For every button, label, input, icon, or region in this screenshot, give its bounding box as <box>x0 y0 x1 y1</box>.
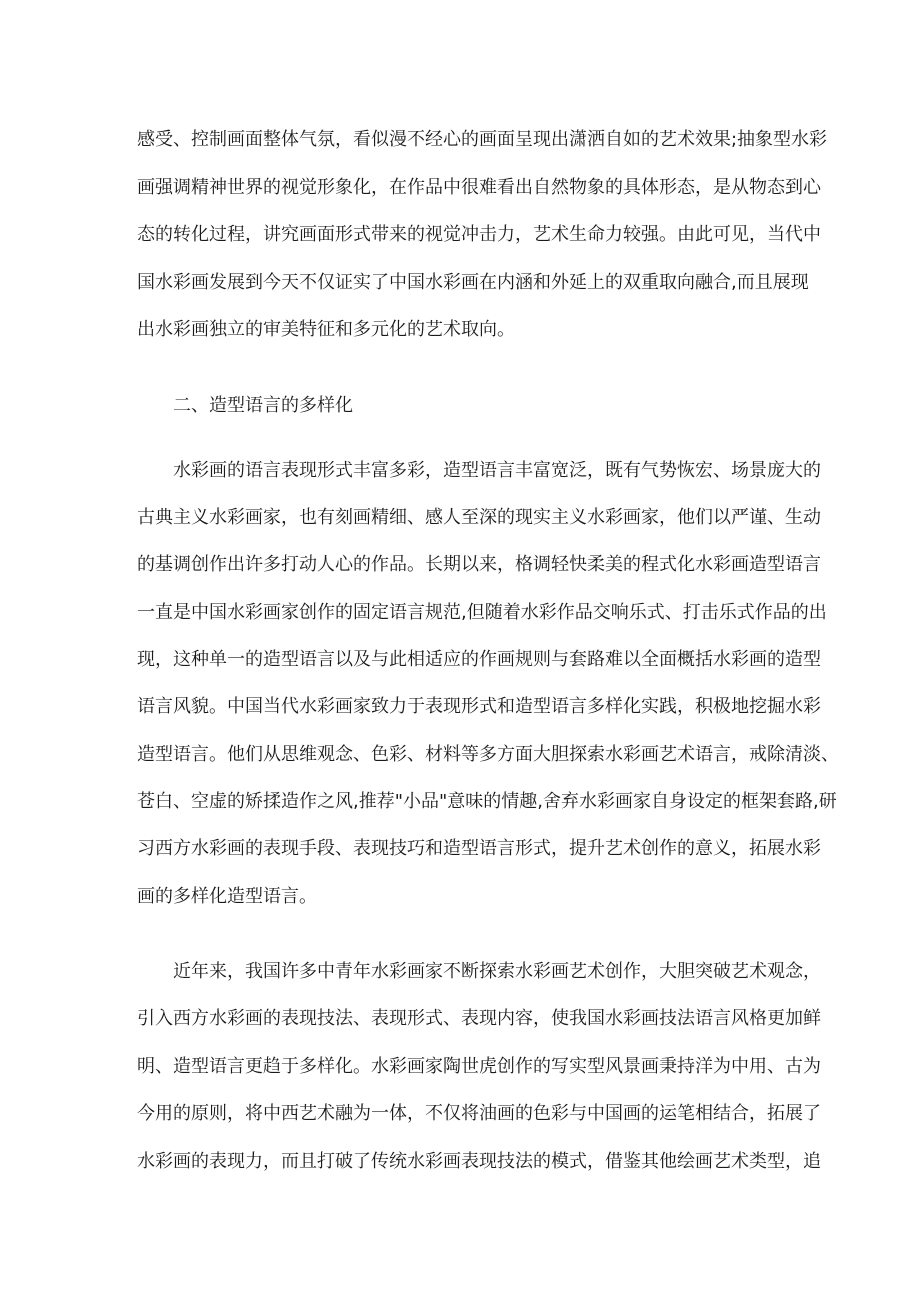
section-heading: 二、造型语言的多样化 <box>173 395 353 416</box>
paragraph-line: 语言风貌。中国当代水彩画家致力于表现形式和造型语言多样化实践，积极地挖掘水彩 <box>137 696 821 717</box>
paragraph-line: 水彩画的语言表现形式丰富多彩，造型语言丰富宽泛，既有气势恢宏、场景庞大的 <box>173 460 821 481</box>
paragraph-line: 一直是中国水彩画家创作的固定语言规范,但随着水彩作品交响乐式、打击乐式作品的出 <box>137 602 827 623</box>
paragraph-line: 水彩画的表现力，而且打破了传统水彩画表现技法的模式，借鉴其他绘画艺术类型，追 <box>137 1151 821 1172</box>
paragraph-line: 出水彩画独立的审美特征和多元化的艺术取向。 <box>137 319 515 340</box>
paragraph-line: 习西方水彩画的表现手段、表现技巧和造型语言形式，提升艺术创作的意义，拓展水彩 <box>137 838 821 859</box>
paragraph-line: 引入西方水彩画的表现技法、表现形式、表现内容，使我国水彩画技法语言风格更加鲜 <box>137 1008 821 1029</box>
paragraph-line: 感受、控制画面整体气氛，看似漫不经心的画面呈现出潇洒自如的艺术效果;抽象型水彩 <box>137 129 828 150</box>
paragraph-line: 画的多样化造型语言。 <box>137 886 317 907</box>
paragraph-line: 古典主义水彩画家，也有刻画精细、感人至深的现实主义水彩画家，他们以严谨、生动 <box>137 507 821 528</box>
paragraph-line: 明、造型语言更趋于多样化。水彩画家陶世虎创作的写实型风景画秉持洋为中用、古为 <box>137 1056 821 1077</box>
paragraph-line: 态的转化过程，讲究画面形式带来的视觉冲击力，艺术生命力较强。由此可见，当代中 <box>137 224 821 245</box>
paragraph-line: 现，这种单一的造型语言以及与此相适应的作画规则与套路难以全面概括水彩画的造型 <box>137 649 821 670</box>
paragraph-line: 画强调精神世界的视觉形象化，在作品中很难看出自然物象的具体形态，是从物态到心 <box>137 177 821 198</box>
paragraph-line: 的基调创作出许多打动人心的作品。长期以来，格调轻快柔美的程式化水彩画造型语言 <box>137 554 821 575</box>
paragraph-line: 造型语言。他们从思维观念、色彩、材料等多方面大胆探索水彩画艺术语言，戒除清淡、 <box>137 744 839 765</box>
paragraph-line: 近年来，我国许多中青年水彩画家不断探索水彩画艺术创作，大胆突破艺术观念， <box>173 961 821 982</box>
paragraph-line: 苍白、空虚的矫揉造作之风,推荐"小品"意味的情趣,舍弃水彩画家自身设定的框架套路,研 <box>137 791 837 812</box>
paragraph-line: 国水彩画发展到今天不仅证实了中国水彩画在内涵和外延上的双重取向融合,而且展现 <box>137 272 809 293</box>
paragraph-line: 今用的原则，将中西艺术融为一体，不仅将油画的色彩与中国画的运笔相结合，拓展了 <box>137 1103 821 1124</box>
